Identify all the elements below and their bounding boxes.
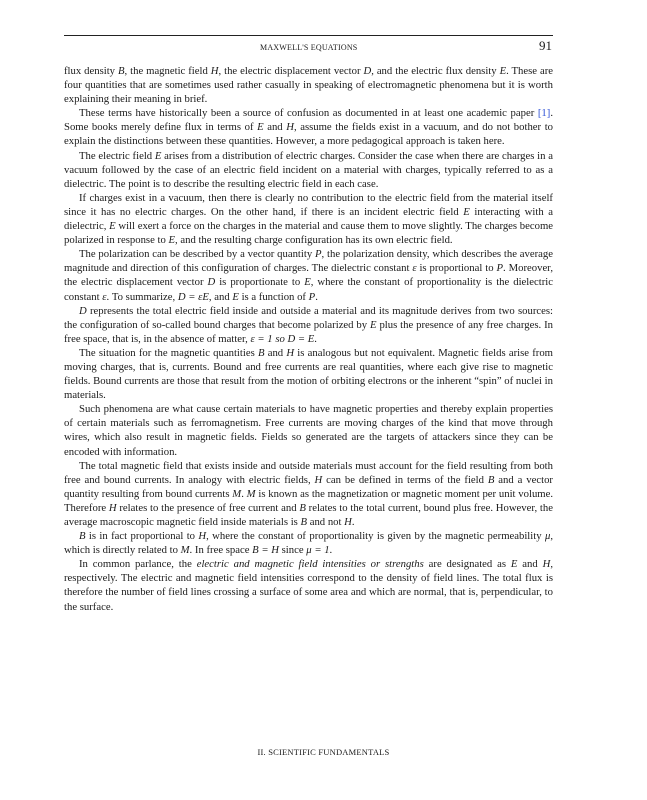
paragraph-7: The situation for the magnetic quantities B and H is analogous but not equivalent. Magnetic fields arise from moving charges, that is, currents. Bound and free currents are real quantities, where each give rise to magnetic fields. Bound currents are those that result from the motion of orbiting electrons or the inherent “spin” of nuclei in materials.	[64, 346, 553, 402]
page-number: 91	[539, 38, 552, 53]
paragraph-3: The electric field E arises from a distribution of electric charges. Consider the case when there are charges in a vacuum followed by the case of an electric field incident on a material with charges, typically referred to as a dielectric. The point is to describe the resulting electric field in each case.	[64, 149, 553, 190]
paragraph-9: The total magnetic field that exists inside and outside materials must account for the field resulting from both free and bound currents. In analogy with electric fields, H can be defined in terms of the field B and a vector quantity resulting from bound currents M. M is known as the magnetization or magnetic moment per unit volume. Therefore H relates to the presence of free current and B relates to the total current, bound plus free. However, the average macroscopic magnetic field inside materials is B and not H.	[64, 459, 554, 528]
running-head: MAXWELL'S EQUATIONS	[260, 43, 358, 52]
body-text	[64, 64, 553, 614]
paragraph-6: D represents the total electric field inside and outside a material and its magnitude derives from two sources: the configuration of so-called bound charges that become polarized by E plus the presence of any free charges. In free space, that is, in the absence of matter, ε = 1 so D = E.	[64, 304, 553, 345]
paragraph-2: These terms have historically been a source of confusion as documented in at least one academic paper [1]. Some books merely define flux in terms of E and H, assume the fields exist in a vacuum, and do not bother to explain the distinctions between these quantities. However, a more pedagogical approach is taken here.	[64, 107, 554, 148]
paragraph-5: The polarization can be described by a vector quantity P, the polarization density, which describes the average magnitude and direction of this configuration of charges. The dielectric constant ε is proportional to P. Moreover, the electric displacement vector D is proportionate to E, where the constant of proportionality is the dielectric constant ε. To summarize, D = εE, and E is a function of P.	[64, 248, 553, 303]
paragraph-4: If charges exist in a vacuum, then there is clearly no contribution to the electric field from the material itself since it has no electric charges. On the other hand, if there is an incident electric field E interacting with a dielectric, E will exert a force on the charges in the material and cause them to move slightly. The charges become polarized in response to E, and the resulting charge configuration has its own electric field.	[64, 191, 553, 247]
paragraph-8: Such phenomena are what cause certain materials to have magnetic properties and thereby explain properties of certain materials such as ferromagnetism. Free currents are moving charges of the kind that move through wires, which also result in magnetic fields. Fields so generated are the targets of attackers since they can be encoded with information.	[64, 403, 553, 458]
paragraph-10: B is in fact proportional to H, where the constant of proportionality is given by the magnetic permeability μ, which is directly related to M. In free space B = H since μ = 1.	[64, 530, 553, 557]
paragraph-1: flux density B, the magnetic field H, the electric displacement vector D, and the electric flux density E. These are four quantities that are sometimes used rather casually in speaking of electromagnetic phenomena but it is worth explaining their meaning in brief.	[64, 65, 554, 106]
citation-link[interactable]: [1]	[537, 107, 551, 120]
paragraph-11: In common parlance, the electric and magnetic field intensities or strengths are designated as E and H, respectively. The electric and magnetic field intensities correspond to the density of field lines. The total flux is therefore the number of field lines crossing a surface of some area and which are normal, that is, perpendicular, to the surface.	[64, 558, 553, 613]
header-rule	[64, 35, 553, 36]
section-footer: II. SCIENTIFIC FUNDAMENTALS	[257, 747, 390, 757]
